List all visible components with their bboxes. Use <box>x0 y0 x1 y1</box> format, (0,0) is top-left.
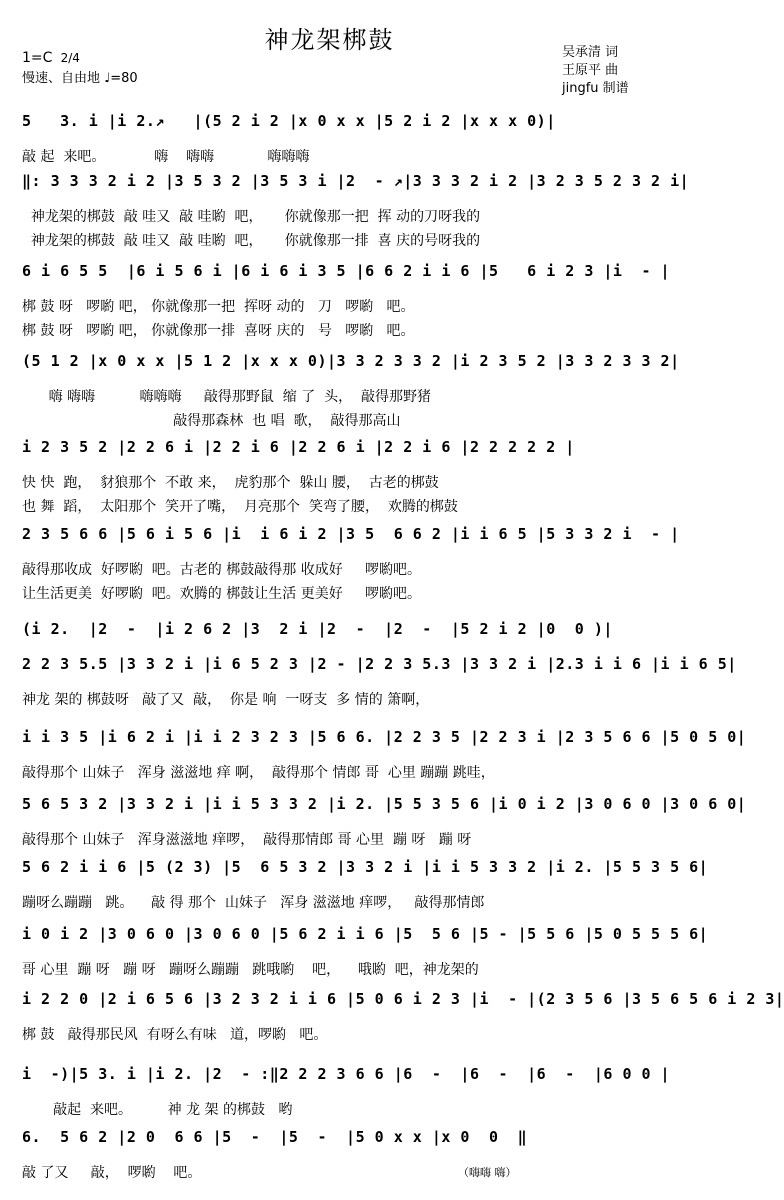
score-header-left <box>22 48 138 89</box>
lyric-line: 嗨 嗨嗨 嗨嗨嗨 敲得那野鼠 缩 了 头， 敲得那野猪 <box>22 389 432 405</box>
notation-line: ‖: 3 3 3 2 i 2 |3 5 3 2 |3 5 3 i |2 - ↗|3 3 3 2 i 2 |3 2 3 5 2 3 2 i| <box>22 172 690 190</box>
lyricist: 吴承清 词 <box>562 45 619 60</box>
notation-line: i -)|5 3. i |i 2. |2 - :‖2 2 2 3 6 6 |6 - |6 - |6 - |6 0 0 | <box>22 1065 671 1083</box>
lyric-line: 敲得那个 山妹子 浑身 滋滋地 痒 啊， 敲得那个 情郎 哥 心里 蹦蹦 跳哇， <box>22 765 495 781</box>
engraver: jingfu 制谱 <box>562 81 629 96</box>
notation-line: 2 2 3 5.5 |3 3 2 i |i 6 5 2 3 |2 - |2 2 3 5.3 |3 3 2 i |2.3 i i 6 |i i 6 5| <box>22 655 737 673</box>
notation-line: i 0 i 2 |3 0 6 0 |3 0 6 0 |5 6 2 i i 6 |5 5 6 |5 - |5 5 6 |5 0 5 5 5 6| <box>22 925 709 943</box>
lyric-line: 敲得那收成 好啰喲 吧。古老的 梆鼓敲得那 收成好 啰喲吧。 <box>22 562 421 578</box>
lyric-line: 神龙架的梆鼓 敲 哇又 敲 哇喲 吧， 你就像那一排 喜 庆的号呀我的 <box>22 233 481 249</box>
notation-line: i i 3 5 |i 6 2 i |i i 2 3 2 3 |5 6 6. |2 2 3 5 |2 2 3 i |2 3 5 6 6 |5 0 5 0| <box>22 728 747 746</box>
notation-line: 6. 5 6 2 |2 0 6 6 |5 - |5 - |5 0 x x |x 0 0 ‖ <box>22 1128 528 1146</box>
notation-line: i 2 2 0 |2 i 6 5 6 |3 2 3 2 i i 6 |5 0 6 i 2 3 |i - |(2 3 5 6 |3 5 6 5 6 i 2 3| <box>22 990 784 1008</box>
lyric-line: 神龙架的梆鼓 敲 哇又 敲 哇喲 吧， 你就像那一把 挥 动的刀呀我的 <box>22 209 481 225</box>
lyric-line: 快 快 跑， 豺狼那个 不敢 来， 虎豹那个 躲山 腰， 古老的梆鼓 <box>22 475 439 491</box>
composer: 王原平 曲 <box>562 63 619 78</box>
notation-line: 5 6 2 i i 6 |5 (2 3) |5 6 5 3 2 |3 3 2 i |i i 5 3 3 2 |i 2. |5 5 3 5 6| <box>22 858 709 876</box>
lyric-line: 梆 鼓 呀 啰喲 吧， 你就像那一把 挥呀 动的 刀 啰喲 吧。 <box>22 299 415 315</box>
lyric-line: 也 舞 蹈， 太阳那个 笑开了嘴， 月亮那个 笑弯了腰， 欢腾的梆鼓 <box>22 499 458 515</box>
notation-line: i 2 3 5 2 |2 2 6 i |2 2 i 6 |2 2 6 i |2 2 i 6 |2 2 2 2 2 | <box>22 438 575 456</box>
score-header-right <box>562 44 629 98</box>
notation-line: (i 2. |2 - |i 2 6 2 |3 2 i |2 - |2 - |5 2 i 2 |0 0 )| <box>22 620 613 638</box>
song-title: 神龙架梆鼓 <box>264 26 395 54</box>
lyric-line: 敲得那森林 也 唱 歌， 敲得那高山 <box>22 413 401 429</box>
lyric-line: 敲 了又 敲， 啰喲 吧。 <box>22 1165 202 1181</box>
lyric-line: 敲起 来吧。 神 龙 架 的梆鼓 哟 <box>22 1102 293 1118</box>
lyric-line: 蹦呀么蹦蹦 跳。 敲 得 那个 山妹子 浑身 滋滋地 痒啰， 敲得那情郎 <box>22 895 485 911</box>
lyric-line: 梆 鼓 呀 啰喲 吧， 你就像那一排 喜呀 庆的 号 啰喲 吧。 <box>22 323 415 339</box>
notation-line: 6 i 6 5 5 |6 i 5 6 i |6 i 6 i 3 5 |6 6 2 i i 6 |5 6 i 2 3 |i - | <box>22 262 671 280</box>
notation-line: 2 3 5 6 6 |5 6 i 5 6 |i i 6 i 2 |3 5 6 6 2 |i i 6 5 |5 3 3 2 i - | <box>22 525 680 543</box>
notation-line: 5 6 5 3 2 |3 3 2 i |i i 5 3 3 2 |i 2. |5 5 3 5 6 |i 0 i 2 |3 0 6 0 |3 0 6 0| <box>22 795 747 813</box>
lyric-line: 敲 起 来吧。 嗨 嗨嗨 嗨嗨嗨 <box>22 149 310 165</box>
lyric-line: 哥 心里 蹦 呀 蹦 呀 蹦呀么蹦蹦 跳哦喲 吧， 哦喲 吧，神龙架的 <box>22 962 479 978</box>
notation-line: 5 3. i |i 2.↗ |(5 2 i 2 |x 0 x x |5 2 i 2 |x x x 0)| <box>22 112 556 130</box>
lyric-line: 神龙 架的 梆鼓呀 敲了又 敲， 你是 响 一呀支 多 情的 箫啊， <box>22 692 430 708</box>
lyric-line: 敲得那个 山妹子 浑身滋滋地 痒啰， 敲得那情郎 哥 心里 蹦 呀 蹦 呀 <box>22 832 472 848</box>
lyric-line: 让生活更美 好啰喲 吧。欢腾的 梆鼓让生活 更美好 啰喲吧。 <box>22 586 421 602</box>
time-signature: 2/4 <box>60 51 80 65</box>
notation-line: (5 1 2 |x 0 x x |5 1 2 |x x x 0)|3 3 2 3 3 2 |i 2 3 5 2 |3 3 2 3 3 2| <box>22 352 680 370</box>
lyric-line: 梆 鼓 敲得那民风 有呀么有味 道，啰喲 吧。 <box>22 1027 328 1043</box>
footer-note: （嗨嗨 嗨） <box>458 1166 517 1179</box>
key-signature: 1=C <box>22 50 53 66</box>
tempo-marking: 慢速、自由地 ♩=80 <box>22 71 138 86</box>
